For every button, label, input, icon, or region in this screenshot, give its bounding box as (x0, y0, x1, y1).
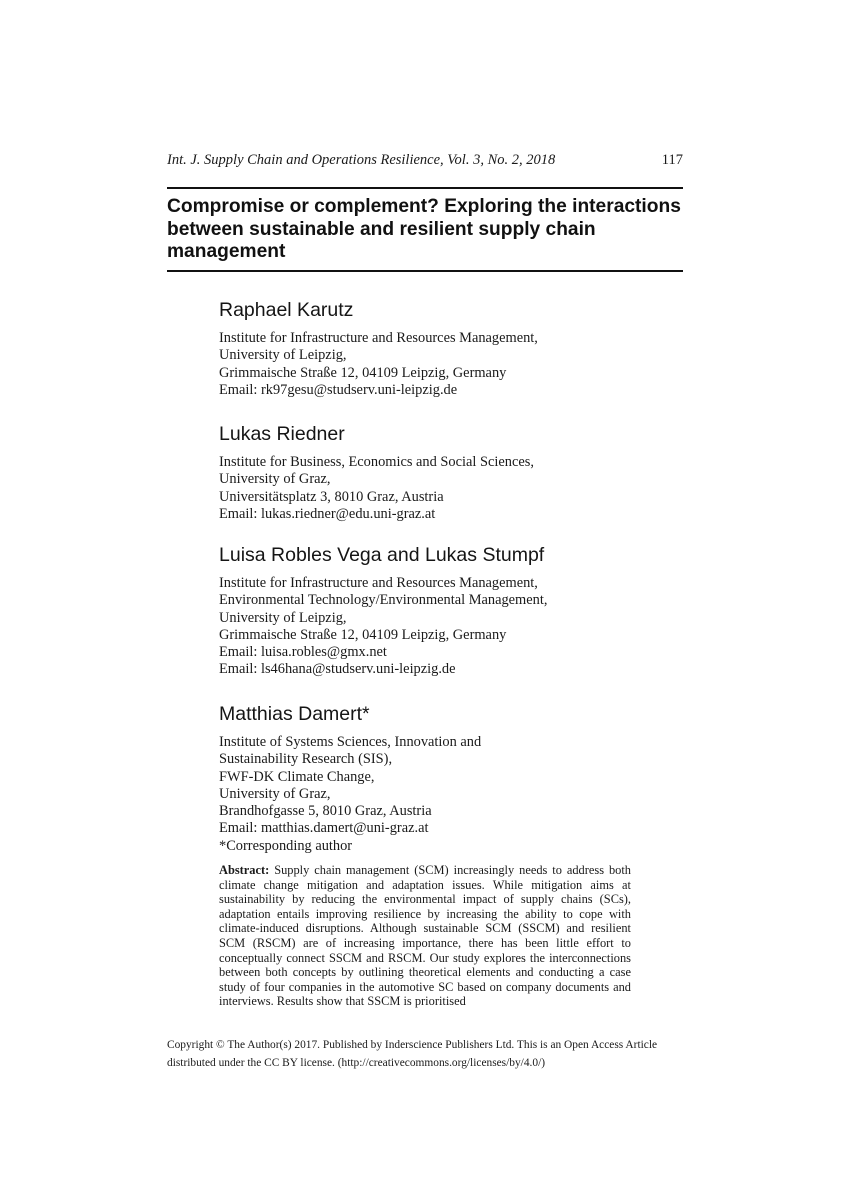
author-email: Email: lukas.riedner@edu.uni-graz.at (219, 505, 436, 522)
author-block (219, 543, 679, 679)
copyright-notice (167, 1036, 687, 1072)
author-name: Luisa Robles Vega and Lukas Stumpf (219, 544, 545, 566)
author-email: Email: luisa.robles@gmx.net (219, 644, 387, 661)
affiliation-line: Brandhofgasse 5, 8010 Graz, Austria (219, 803, 432, 820)
author-email: Email: matthias.damert@uni-graz.at (219, 820, 429, 837)
journal-citation: Int. J. Supply Chain and Operations Resilience, Vol. 3, No. 2, 2018 (167, 152, 556, 168)
affiliation-line: University of Leipzig, (219, 347, 347, 364)
title-rule-bottom (167, 270, 683, 272)
page-number: 117 (661, 152, 683, 168)
abstract (219, 863, 631, 1009)
author-email: Email: rk97gesu@studserv.uni-leipzig.de (219, 381, 458, 398)
affiliation-line: Environmental Technology/Environmental Management, (219, 592, 548, 609)
author-block (219, 298, 679, 399)
author-block (219, 702, 679, 855)
corresponding-author-note: *Corresponding author (219, 837, 353, 854)
author-name: Matthias Damert* (219, 703, 370, 725)
title-rule-top (167, 187, 683, 189)
affiliation-line: University of Leipzig, (219, 609, 347, 626)
abstract-text: Supply chain management (SCM) increasingly needs to address both climate change mitigation and adaptation issues. While mitigation aims at sustainability by reducing the environmental impact of supply chains (SCs), adaptation entails improving resilience by increasing the ability to cope with climate-induced disruptions. Although sustainable SCM (SSCM) and resilient SCM (RSCM) are of increasing importance, there has been little effort to conceptually connect SSCM and RSCM. Our study explores the interconnections between both concepts by outlining theoretical elements and conducting a case study of four companies in the automotive SC based on company documents and interviews. Results show that SSCM is prioritised (219, 863, 631, 1009)
affiliation-line: Institute for Business, Economics and Social Sciences, (219, 454, 534, 470)
author-name: Raphael Karutz (219, 299, 354, 321)
author-block (219, 422, 679, 523)
paper-title: Compromise or complement? Exploring the interactions between sustainable and resilient supply chain management (167, 196, 681, 262)
affiliation-line: University of Graz, (219, 471, 331, 488)
running-header (167, 151, 683, 169)
affiliation-line: Universitätsplatz 3, 8010 Graz, Austria (219, 488, 444, 505)
abstract-label: Abstract: (219, 863, 270, 877)
affiliation-line: Institute of Systems Sciences, Innovation and (219, 734, 482, 750)
license-line: distributed under the CC BY license. (http://creativecommons.org/licenses/by/4.0/) (167, 1057, 546, 1069)
affiliation-line: Sustainability Research (SIS), (219, 751, 393, 768)
affiliation-line: Institute for Infrastructure and Resources Management, (219, 330, 538, 346)
author-name: Lukas Riedner (219, 423, 345, 445)
affiliation-line: FWF-DK Climate Change, (219, 768, 375, 785)
copyright-line: Copyright © The Author(s) 2017. Published by Inderscience Publishers Ltd. This is an Open Access Article (167, 1039, 658, 1051)
affiliation-line: Grimmaische Straße 12, 04109 Leipzig, Germany (219, 626, 507, 643)
author-email: Email: ls46hana@studserv.uni-leipzig.de (219, 661, 456, 678)
affiliation-line: Grimmaische Straße 12, 04109 Leipzig, Germany (219, 364, 507, 381)
affiliation-line: Institute for Infrastructure and Resources Management, (219, 575, 538, 591)
affiliation-line: University of Graz, (219, 785, 331, 802)
